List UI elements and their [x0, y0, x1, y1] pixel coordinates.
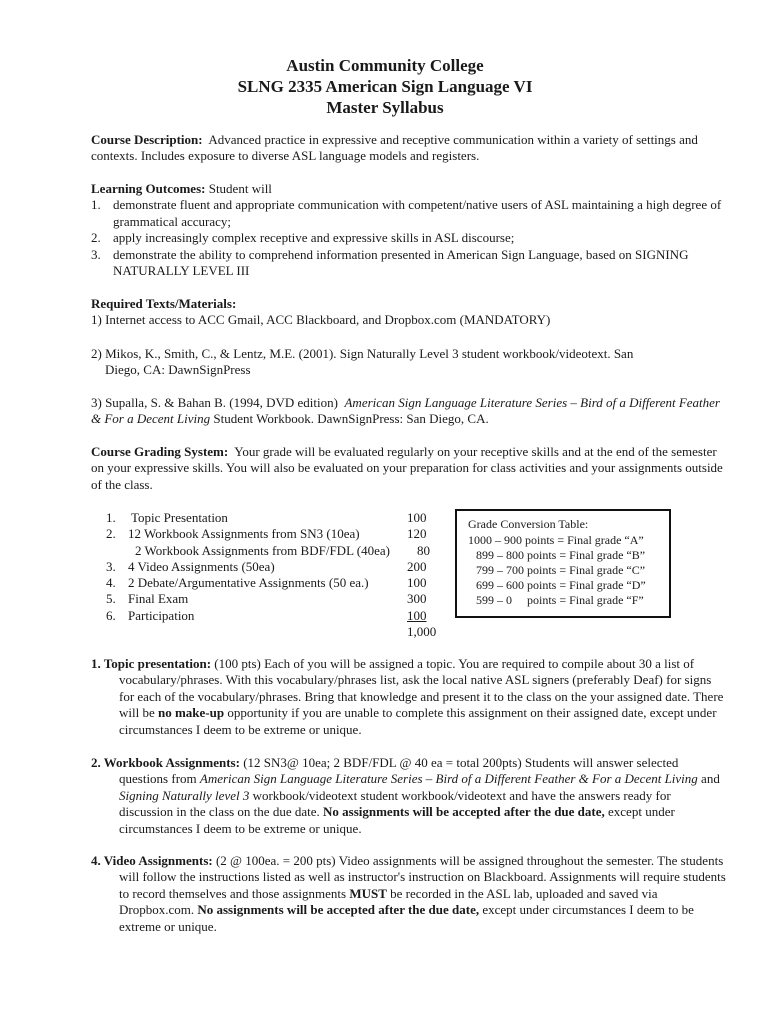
list-item-number: 3. — [91, 246, 101, 262]
video-assignments-bold: No assignments will be accepted after the due date, — [197, 902, 480, 918]
grade-row-points: 80 — [417, 542, 430, 558]
workbook-assignments-text-2: and — [701, 771, 720, 787]
learning-outcomes-list — [91, 197, 731, 279]
workbook-assignments-title-1: American Sign Language Literature Series – Bird of a Different Feather & For a Decent Living — [199, 771, 698, 787]
grade-row — [106, 575, 446, 591]
course-description-label: Course Description: — [91, 132, 203, 147]
grade-conversion-row: 799 – 700 points = Final grade “C” — [476, 563, 646, 577]
topic-presentation-section — [91, 656, 727, 738]
learning-outcomes-label: Learning Outcomes: — [91, 181, 206, 196]
list-item-text: demonstrate the ability to comprehend information presented in American Sign Language, based on SIGNING NATURALLY LEVEL III — [113, 246, 689, 279]
learning-outcomes — [91, 181, 731, 279]
workbook-assignments-label: 2. Workbook Assignments: — [91, 755, 240, 770]
grade-row-points: 200 — [407, 558, 427, 574]
list-item-number: 1. — [91, 197, 101, 213]
document-title: Master Syllabus — [326, 98, 444, 117]
topic-presentation-text-2: opportunity if you are unable to complete this assignment on their assigned date, except under circumstances I deem to be extreme or unique. — [119, 705, 717, 737]
required-text-3-title: American Sign Language Literature Series – Bird of a Different Feather & For a Decent Living — [91, 395, 720, 427]
grade-row-points: 100 — [407, 575, 427, 591]
grade-row-points: 100 — [407, 510, 427, 525]
grading-system — [91, 444, 731, 493]
grade-breakdown-list — [106, 510, 446, 640]
learning-outcomes-intro: Student will — [208, 181, 272, 196]
list-item — [91, 197, 731, 230]
video-assignments-must: MUST — [349, 885, 387, 901]
grade-row-points: 120 — [407, 526, 427, 542]
grade-row-points: 300 — [407, 591, 427, 607]
required-texts-label: Required Texts/Materials: — [91, 296, 237, 311]
grade-row-label: Final Exam — [128, 591, 189, 607]
topic-presentation-bold: no make-up — [158, 705, 225, 721]
grade-row-number: 4. — [106, 575, 116, 591]
workbook-assignments-title-2: Signing Naturally level 3 — [119, 787, 250, 803]
list-item — [91, 230, 731, 246]
grade-conversion-row: 699 – 600 points = Final grade “D” — [476, 578, 646, 592]
list-item-text: demonstrate fluent and appropriate communication with competent/native users of ASL maintaining a high degree of grammatical accuracy; — [113, 197, 722, 229]
grade-conversion-table — [455, 509, 671, 618]
required-text-3 — [91, 395, 731, 428]
grade-row — [106, 608, 446, 624]
grade-row — [106, 559, 446, 575]
grading-system-text: Your grade will be evaluated regularly on your receptive skills and at the end of the semester on your expressive skills. You will also be evaluated on your preparation for class activities and your assignments outside of the class. — [91, 444, 723, 492]
required-text-3-publisher: Student Workbook. DawnSignPress: San Diego, CA. — [213, 411, 489, 427]
workbook-assignments-section — [91, 755, 727, 837]
list-item-text: apply increasingly complex receptive and expressive skills in ASL discourse; — [113, 230, 515, 246]
grade-row-number: 1. — [106, 510, 116, 525]
grade-total: 1,000 — [407, 624, 437, 640]
course-description-text: Advanced practice in expressive and receptive communication within a variety of settings and contexts. Includes exposure to diverse ASL language models and registers. — [91, 132, 698, 164]
required-text-2-line2: Diego, CA: DawnSignPress — [105, 362, 251, 378]
video-assignments-text: (2 @ 100ea. = 200 pts) Video assignments will be assigned throughout the semester. The students will follow the instructions listed as well as instructor's instruction on Blackboard. Assignments will require students to record themselves and those assignments — [119, 853, 726, 901]
required-text-2 — [91, 346, 731, 379]
required-text-3-citation: 3) Supalla, S. & Bahan B. (1994, DVD edition) — [91, 395, 338, 410]
grade-row-number: 2. — [106, 526, 116, 542]
grade-row — [106, 510, 446, 526]
course-title: SLNG 2335 American Sign Language VI — [237, 77, 533, 96]
grade-total-row — [106, 624, 446, 640]
grading-system-label: Course Grading System: — [91, 444, 229, 459]
topic-presentation-text: (100 pts) Each of you will be assigned a topic. You are required to compile about 30 a list of vocabulary/phrases. With this vocabulary/phrases list, ask the local native ASL signers (preferably Deaf) for signs for each of the vocabulary/phrases. Bring that knowledge and present it to the class on the your assigned date. There will be — [119, 656, 724, 721]
grade-row-label: 12 Workbook Assignments from SN3 (10ea) — [128, 526, 360, 542]
grade-row-number: 5. — [106, 591, 116, 607]
workbook-assignments-text-3: workbook/videotext student workbook/videotext and have the answers ready for discussion in the class on the due date. — [119, 787, 671, 820]
college-title: Austin Community College — [286, 56, 484, 75]
grade-row-points: 100 — [407, 607, 427, 623]
required-texts — [91, 296, 731, 329]
grade-row-label: Topic Presentation — [131, 510, 228, 525]
grade-row-number: 3. — [106, 558, 116, 574]
grade-row-number: 6. — [106, 607, 116, 623]
grade-row-label: 2 Debate/Argumentative Assignments (50 ea.) — [128, 575, 369, 591]
workbook-assignments-bold: No assignments will be accepted after the due date, — [323, 804, 605, 820]
grade-row-label: 4 Video Assignments (50ea) — [128, 558, 275, 574]
topic-presentation-label: 1. Topic presentation: — [91, 656, 212, 671]
video-assignments-text-3: except under circumstances I deem to be extreme or unique. — [119, 902, 694, 934]
required-text-1: 1) Internet access to ACC Gmail, ACC Blackboard, and Dropbox.com (MANDATORY) — [91, 312, 551, 328]
course-description — [91, 132, 731, 165]
video-assignments-label: 4. Video Assignments: — [91, 853, 213, 868]
list-item — [91, 247, 731, 280]
grade-row — [106, 543, 446, 559]
grade-row-label: Participation — [128, 607, 195, 623]
required-text-2-line1: 2) Mikos, K., Smith, C., & Lentz, M.E. (2001). Sign Naturally Level 3 student workbook/videotext. San — [91, 346, 634, 361]
grade-conversion-row: 599 – 0 points = Final grade “F” — [476, 593, 644, 607]
grade-conversion-row: 1000 – 900 points = Final grade “A” — [468, 533, 644, 547]
grade-conversion-title: Grade Conversion Table: — [468, 517, 589, 531]
video-assignments-section — [91, 853, 727, 935]
grade-row — [106, 591, 446, 607]
video-assignments-text-2: be recorded in the ASL lab, uploaded and saved via Dropbox.com. — [119, 885, 658, 918]
workbook-assignments-text-4: except under circumstances I deem to be extreme or unique. — [119, 804, 675, 836]
grade-row-label: 2 Workbook Assignments from BDF/FDL (40ea) — [135, 542, 390, 558]
list-item-number: 2. — [91, 230, 101, 246]
grade-conversion-row: 899 – 800 points = Final grade “B” — [476, 548, 646, 562]
grade-row — [106, 526, 446, 542]
workbook-assignments-text: (12 SN3@ 10ea; 2 BDF/FDL @ 40 ea = total 200pts) Students will answer selected questions from — [119, 755, 679, 787]
